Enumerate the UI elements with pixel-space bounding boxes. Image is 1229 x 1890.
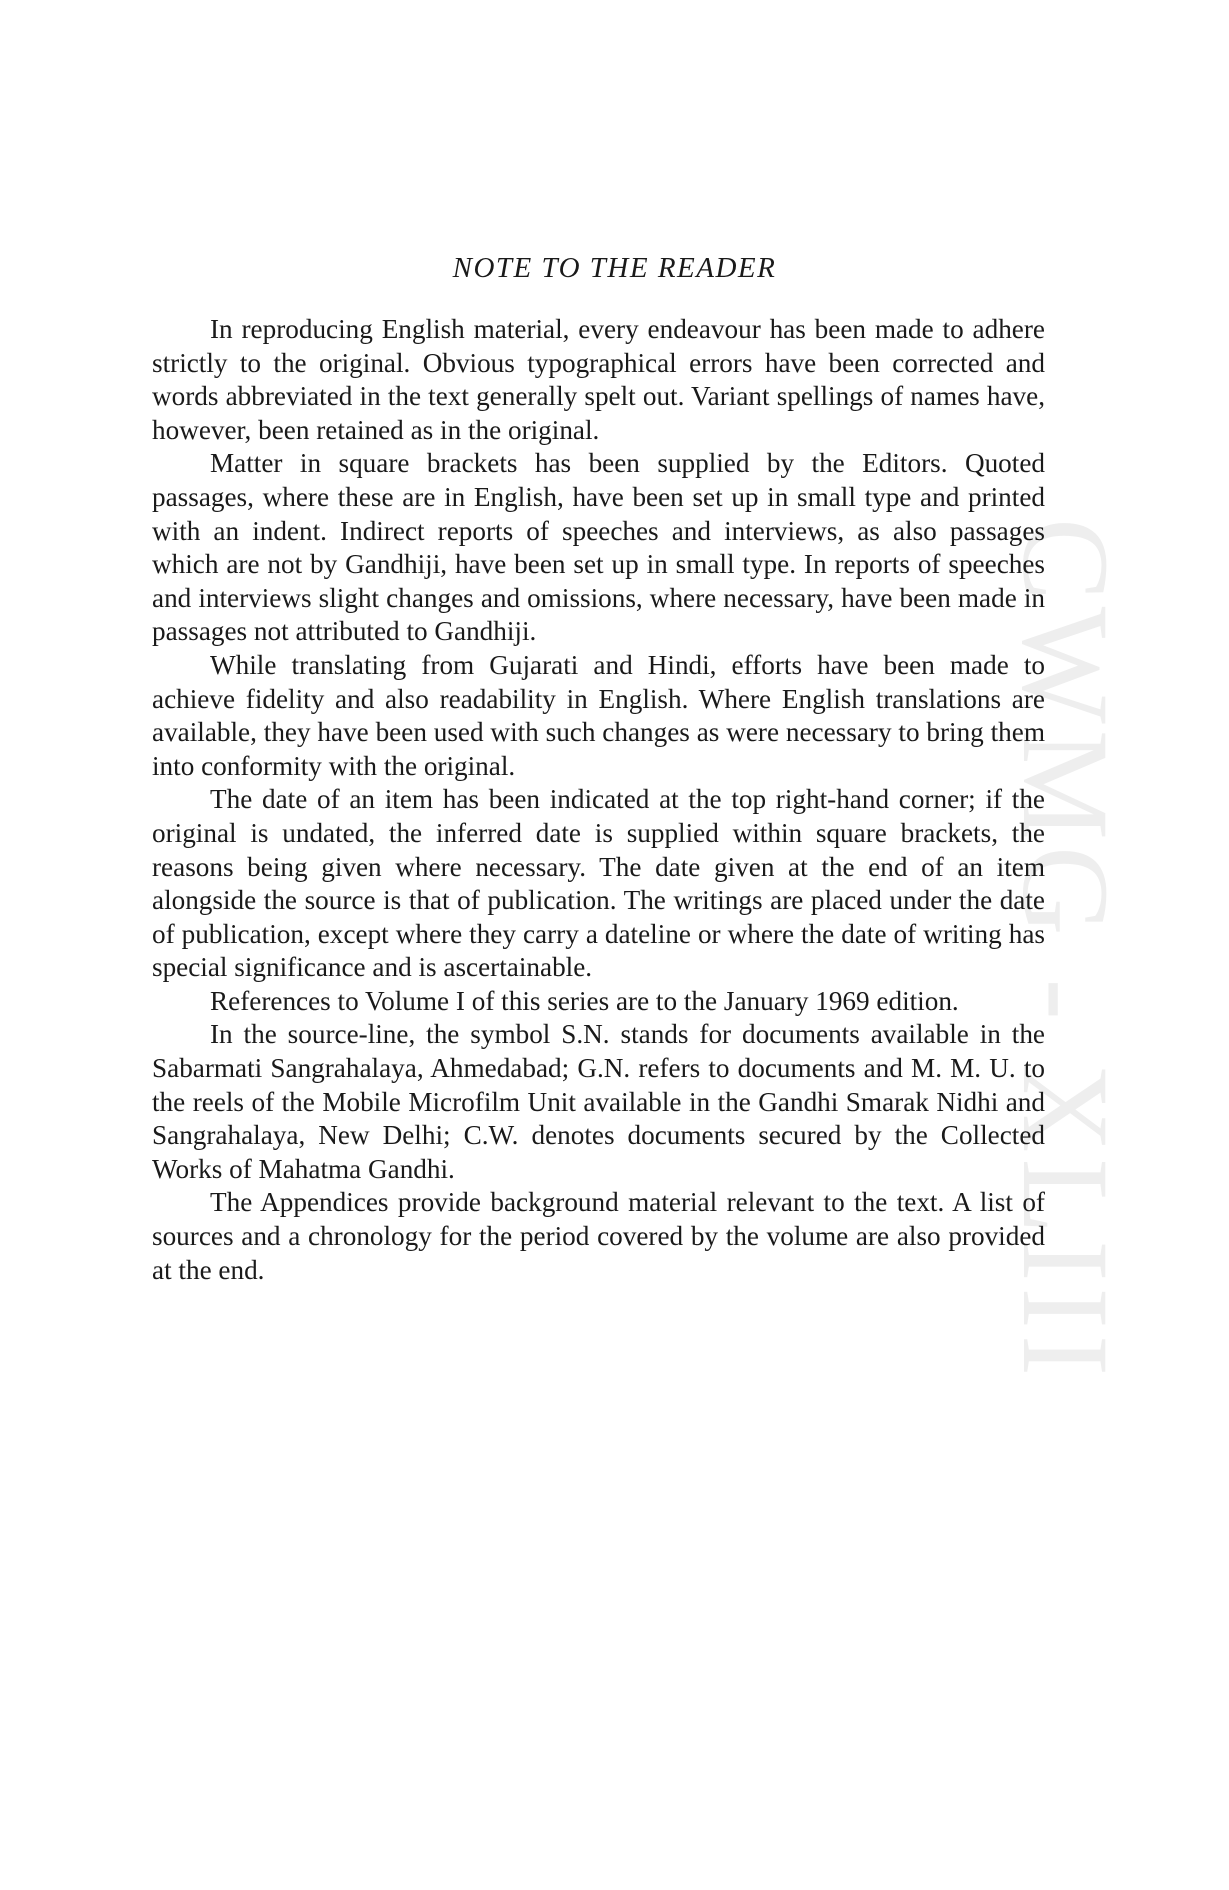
paragraph-english-material: In reproducing English material, every endeavour has been made to adhere strictly to the original. Obvious typographical errors have been corrected and words abbreviated in the text generally spelt out. Variant spellings of names have, however, been retained as in the original. bbox=[152, 314, 1045, 445]
paragraph-translation: While translating from Gujarati and Hindi, efforts have been made to achieve fidelity and also readability in English. Where English translations are available, they have been used with such changes as were necessary to bring them into conformity with the original. bbox=[152, 649, 1045, 781]
paragraph-source-line: In the source-line, the symbol S.N. stands for documents available in the Sabarmati Sangrahalaya, Ahmedabad; G.N. refers to documents and M. M. U. to the reels of the Mobile Microfilm Unit available in the Gandhi Smarak Nidhi and Sangrahalaya, New Delhi; C.W. denotes documents secured by the Collected Works of Mahatma Gandhi. bbox=[152, 1019, 1045, 1184]
paragraph-dates: The date of an item has been indicated at the top right-hand corner; if the original is undated, the inferred date is supplied within square brackets, the reasons being given where necessary. The date given at the end of an item alongside the source is that of publication. The writings are placed under the date of publication, except where they carry a dateline or where the date of writing has special significance and is ascertainable. bbox=[152, 784, 1045, 983]
paragraph-volume-reference: References to Volume I of this series are to the January 1969 edition. bbox=[210, 985, 959, 1016]
watermark-text: CWMG - XLIII bbox=[997, 517, 1135, 1383]
page-title: NOTE TO THE READER bbox=[452, 252, 777, 284]
note-body bbox=[152, 313, 1045, 1287]
paragraph-square-brackets: Matter in square brackets has been supplied by the Editors. Quoted passages, where these are in English, have been set up in small type and printed with an indent. Indirect reports of speeches and interviews, as also passages which are not by Gandhiji, have been set up in small type. In reports of speeches and interviews slight changes and omissions, where necessary, have been made in passages not attributed to Gandhiji. bbox=[152, 448, 1045, 647]
paragraph-appendices: The Appendices provide background material relevant to the text. A list of sources and a chronology for the period covered by the volume are also provided at the end. bbox=[152, 1187, 1045, 1285]
